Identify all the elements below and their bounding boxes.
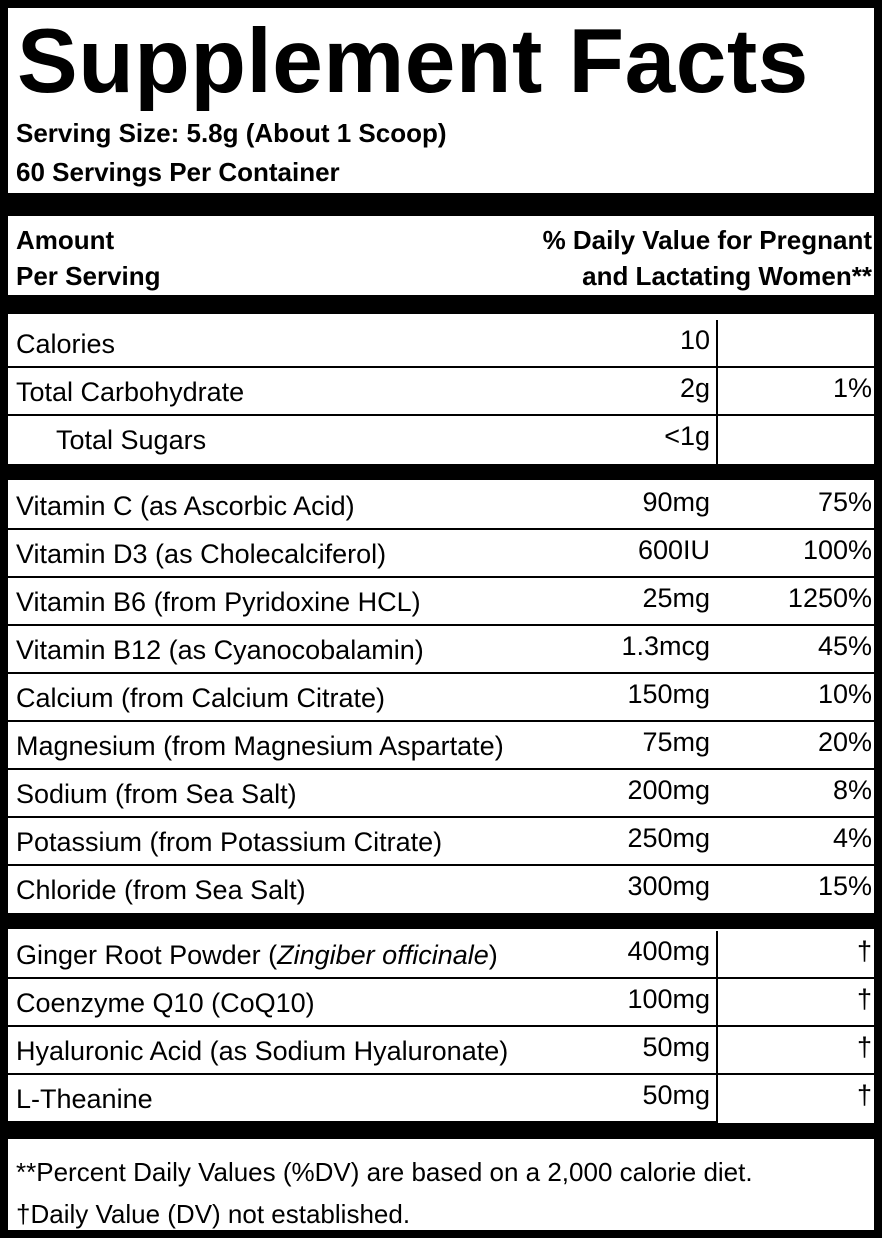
nutrient-daily-value: 4% xyxy=(832,823,872,853)
ingredient-name: Hyaluronic Acid (as Sodium Hyaluronate) xyxy=(16,1036,509,1066)
nutrient-amount: 200mg xyxy=(627,775,710,805)
nutrient-row xyxy=(8,530,874,578)
column-divider xyxy=(716,320,718,464)
nutrient-name: Vitamin B12 (as Cyanocobalamin) xyxy=(16,635,424,665)
nutrient-daily-value: 8% xyxy=(832,775,872,805)
ingredient-botanical-name: Zingiber officinale xyxy=(277,940,489,970)
ingredient-name: L-Theanine xyxy=(16,1084,153,1114)
ingredient-name xyxy=(16,931,498,979)
nutrient-amount: 300mg xyxy=(627,871,710,901)
nutrient-row xyxy=(8,626,874,674)
nutrient-amount: 10 xyxy=(679,325,710,355)
nutrient-name: Total Sugars xyxy=(56,425,207,455)
nutrient-name: Chloride (from Sea Salt) xyxy=(16,875,306,905)
daily-value-header-line1: % Daily Value for Pregnant xyxy=(542,225,872,255)
nutrient-name: Vitamin D3 (as Cholecalciferol) xyxy=(16,539,387,569)
nutrient-daily-value: 100% xyxy=(802,535,872,565)
nutrient-row xyxy=(8,578,874,626)
nutrient-daily-value: 1% xyxy=(832,373,872,403)
ingredient-name-suffix: ) xyxy=(488,940,498,970)
daily-value-footnote: **Percent Daily Values (%DV) are based on a 2,000 calorie diet. xyxy=(16,1157,753,1187)
ingredient-row xyxy=(8,931,874,979)
daily-value-header xyxy=(543,222,872,294)
panel-title: Supplement Facts xyxy=(17,11,809,112)
ingredient-name: Coenzyme Q10 (CoQ10) xyxy=(16,988,315,1018)
ingredient-daily-value: † xyxy=(856,984,872,1014)
nutrient-row xyxy=(8,866,874,914)
column-divider xyxy=(716,931,718,1123)
nutrient-amount: 75mg xyxy=(642,727,710,757)
nutrient-name: Total Carbohydrate xyxy=(16,377,245,407)
not-established-footnote: †Daily Value (DV) not established. xyxy=(16,1199,411,1229)
nutrient-daily-value: 20% xyxy=(817,727,872,757)
ingredient-amount: 400mg xyxy=(627,936,710,966)
nutrient-name: Magnesium (from Magnesium Aspartate) xyxy=(16,731,504,761)
nutrient-amount: 90mg xyxy=(642,487,710,517)
ingredient-row xyxy=(8,1027,874,1075)
nutrient-row xyxy=(8,368,874,416)
nutrient-row xyxy=(8,770,874,818)
nutrient-name: Vitamin B6 (from Pyridoxine HCL) xyxy=(16,587,421,617)
nutrient-row xyxy=(8,416,874,464)
nutrient-daily-value: 45% xyxy=(817,631,872,661)
serving-size: Serving Size: 5.8g (About 1 Scoop) xyxy=(16,118,447,148)
nutrient-daily-value: 75% xyxy=(817,487,872,517)
ingredient-amount: 100mg xyxy=(627,984,710,1014)
nutrient-amount: 25mg xyxy=(642,583,710,613)
nutrient-row xyxy=(8,674,874,722)
ingredient-daily-value: † xyxy=(856,1080,872,1110)
nutrient-name: Calcium (from Calcium Citrate) xyxy=(16,683,386,713)
nutrient-daily-value: 10% xyxy=(817,679,872,709)
nutrient-row xyxy=(8,722,874,770)
nutrient-amount: 2g xyxy=(679,373,710,403)
amount-header-line2: Per Serving xyxy=(16,261,161,291)
nutrient-name: Vitamin C (as Ascorbic Acid) xyxy=(16,491,355,521)
ingredient-amount: 50mg xyxy=(642,1080,710,1110)
nutrient-row xyxy=(8,482,874,530)
ingredient-row xyxy=(8,979,874,1027)
nutrient-amount: 250mg xyxy=(627,823,710,853)
nutrient-name: Potassium (from Potassium Citrate) xyxy=(16,827,443,857)
nutrient-row xyxy=(8,818,874,866)
ingredient-daily-value: † xyxy=(856,1032,872,1062)
nutrient-amount: <1g xyxy=(664,421,710,451)
thick-divider xyxy=(8,913,874,929)
ingredient-amount: 50mg xyxy=(642,1032,710,1062)
nutrient-amount: 600IU xyxy=(637,535,710,565)
ingredient-row xyxy=(8,1075,874,1123)
amount-header-line1: Amount xyxy=(16,225,115,255)
nutrient-row xyxy=(8,320,874,368)
nutrient-name: Calories xyxy=(16,329,116,359)
nutrient-daily-value: 15% xyxy=(817,871,872,901)
thick-divider xyxy=(8,295,874,314)
thick-divider xyxy=(8,464,874,480)
thick-divider xyxy=(8,1123,874,1139)
daily-value-header-line2: and Lactating Women** xyxy=(582,261,872,291)
servings-per-container: 60 Servings Per Container xyxy=(16,157,340,187)
amount-per-serving-header xyxy=(16,222,161,294)
nutrient-daily-value: 1250% xyxy=(787,583,872,613)
nutrient-amount: 1.3mcg xyxy=(621,631,710,661)
nutrient-amount: 150mg xyxy=(627,679,710,709)
ingredient-daily-value: † xyxy=(856,936,872,966)
thick-divider xyxy=(8,193,874,216)
nutrient-name: Sodium (from Sea Salt) xyxy=(16,779,297,809)
ingredient-name-prefix: Ginger Root Powder ( xyxy=(16,940,278,970)
